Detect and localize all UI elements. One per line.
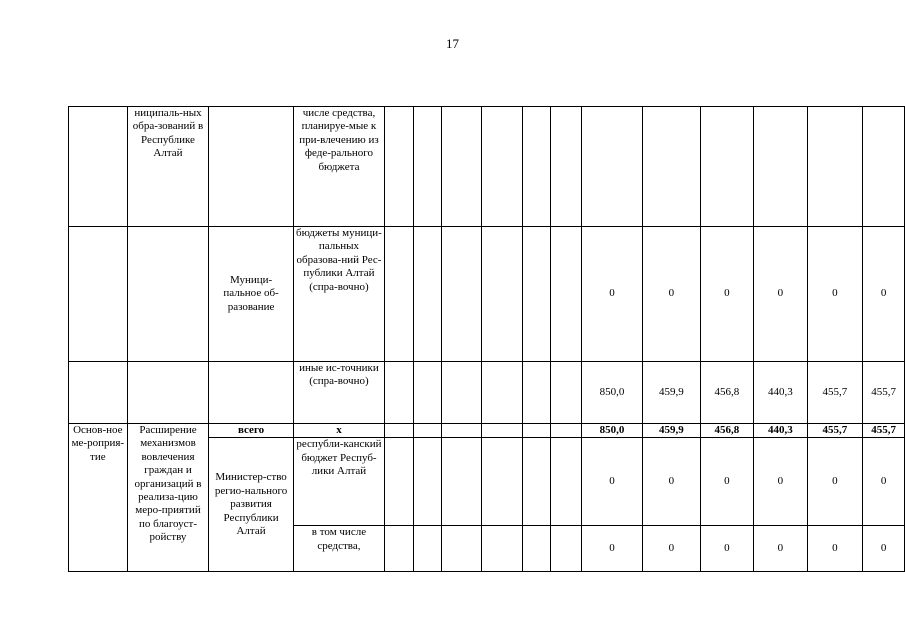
table-cell <box>385 438 414 526</box>
table-cell <box>69 107 128 227</box>
table-cell <box>385 227 414 362</box>
table-cell: Муници-пальное об-разование <box>209 227 294 362</box>
table-cell <box>442 424 482 438</box>
value-cell: 0 <box>700 438 754 526</box>
table-cell <box>127 362 209 424</box>
table-row <box>69 362 905 424</box>
value-cell: 0 <box>700 526 754 572</box>
value-cell: 455,7 <box>863 424 905 438</box>
value-cell: 459,9 <box>643 424 700 438</box>
table-cell <box>385 107 414 227</box>
table-cell <box>522 362 551 424</box>
table-cell <box>551 362 582 424</box>
table-cell <box>522 424 551 438</box>
value-cell: 0 <box>754 227 808 362</box>
value-cell: 459,9 <box>643 362 700 424</box>
table-cell <box>581 107 642 227</box>
value-cell: 0 <box>700 227 754 362</box>
table-cell <box>413 227 442 362</box>
table-row <box>69 227 905 362</box>
value-cell: 0 <box>807 526 862 572</box>
value-cell: 850,0 <box>581 362 642 424</box>
table-cell: республи-канский бюджет Респуб-лики Алтай <box>293 438 384 526</box>
table-cell: ниципаль-ных обра-зований в Республике Алтай <box>127 107 209 227</box>
value-cell: 0 <box>643 227 700 362</box>
table-cell <box>385 424 414 438</box>
table-cell <box>442 227 482 362</box>
table-cell <box>413 526 442 572</box>
value-cell: 0 <box>581 526 642 572</box>
table-cell <box>700 107 754 227</box>
table-cell <box>754 107 808 227</box>
table-cell <box>442 526 482 572</box>
table-cell <box>385 526 414 572</box>
table-cell <box>127 227 209 362</box>
value-cell: 0 <box>581 438 642 526</box>
table-cell <box>385 362 414 424</box>
table-cell <box>209 107 294 227</box>
table-cell <box>522 107 551 227</box>
table-cell <box>551 438 582 526</box>
value-cell: 440,3 <box>754 424 808 438</box>
value-cell: 850,0 <box>581 424 642 438</box>
table-cell <box>413 362 442 424</box>
value-cell: 0 <box>754 438 808 526</box>
table-cell: всего <box>209 424 294 438</box>
table-cell: х <box>293 424 384 438</box>
budget-table <box>68 106 905 572</box>
table-cell <box>551 227 582 362</box>
table-cell <box>482 438 522 526</box>
table-cell <box>413 438 442 526</box>
table-cell: бюджеты муници-пальных образова-ний Рес-публики Алтай (спра-вочно) <box>293 227 384 362</box>
table-cell <box>482 107 522 227</box>
value-cell: 456,8 <box>700 362 754 424</box>
table-cell <box>209 362 294 424</box>
table-cell <box>442 107 482 227</box>
table-cell <box>482 526 522 572</box>
value-cell: 455,7 <box>807 362 862 424</box>
table-row <box>69 107 905 227</box>
table-cell <box>551 107 582 227</box>
table-cell <box>807 107 862 227</box>
value-cell: 0 <box>863 438 905 526</box>
table-cell <box>69 362 128 424</box>
table-cell <box>522 526 551 572</box>
value-cell: 456,8 <box>700 424 754 438</box>
table-cell: числе средства, планируе-мые к при-влечению из феде-рального бюджета <box>293 107 384 227</box>
table-cell <box>551 424 582 438</box>
table-cell <box>442 362 482 424</box>
value-cell: 0 <box>863 227 905 362</box>
table-cell: Основ-ное ме-роприя-тие <box>69 424 128 572</box>
value-cell: 455,7 <box>863 362 905 424</box>
table-row <box>69 424 905 438</box>
page-number: 17 <box>446 36 459 51</box>
table-cell: Министер-ство регио-нального развития Республики Алтай <box>209 438 294 572</box>
table-cell <box>413 424 442 438</box>
value-cell: 0 <box>643 526 700 572</box>
value-cell: 0 <box>581 227 642 362</box>
table-cell <box>413 107 442 227</box>
table-cell <box>482 362 522 424</box>
table-cell: иные ис-точники (спра-вочно) <box>293 362 384 424</box>
table-cell <box>522 438 551 526</box>
table-cell <box>442 438 482 526</box>
value-cell: 455,7 <box>807 424 862 438</box>
table-cell <box>643 107 700 227</box>
value-cell: 0 <box>863 526 905 572</box>
table-cell <box>551 526 582 572</box>
value-cell: 440,3 <box>754 362 808 424</box>
value-cell: 0 <box>754 526 808 572</box>
table-cell <box>863 107 905 227</box>
table-cell <box>522 227 551 362</box>
value-cell: 0 <box>807 227 862 362</box>
table-cell <box>482 424 522 438</box>
table-cell: Расширение механизмов вовлечения граждан и организаций в реализа-цию меро-приятий по благоуст-ройству <box>127 424 209 572</box>
table-cell: в том числе средства, <box>293 526 384 572</box>
table-cell <box>482 227 522 362</box>
table-cell <box>69 227 128 362</box>
value-cell: 0 <box>643 438 700 526</box>
value-cell: 0 <box>807 438 862 526</box>
